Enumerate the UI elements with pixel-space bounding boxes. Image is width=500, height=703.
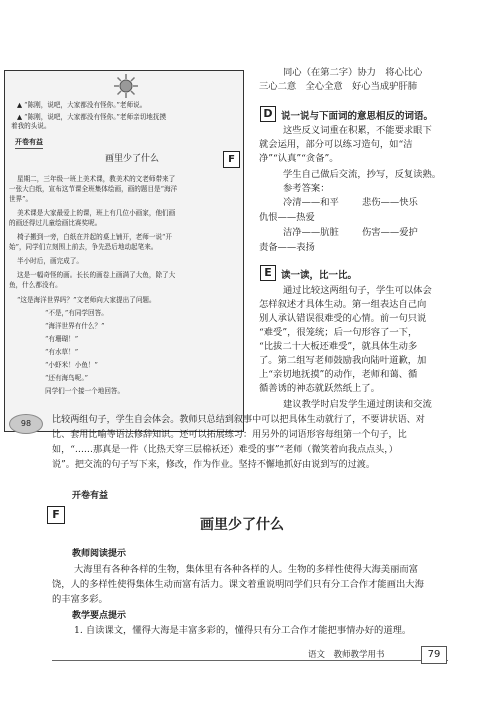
inset-para-line: 始”，同学们立刻围上前去，争先恐后地动起笔来。 <box>9 243 158 251</box>
inset-dialog-line: “海洋世界有什么？” <box>45 322 105 330</box>
section-e-text: 上“亲切地抚摸”的动作，老师和蔼、循 <box>259 369 418 380</box>
section-e-wide-text: 比较两组句子，学生自会体会。教师只总结到叙事中可以把具体生动就行了，不要讲状语、对 <box>52 415 425 425</box>
reading-tips-text: 大海里有各种各样的生物，集体里有各种各样的人。生物的多样性使得大海美丽而富 <box>74 564 418 575</box>
idiom-line-1: 同心（在第二字）协力 将心比心 <box>283 67 423 78</box>
inset-para-line: 美术课是大家最爱上的课，班上有几位小画家，他们画 <box>17 209 176 217</box>
teaching-points-heading: 教学要点提示 <box>72 611 127 621</box>
inset-page-number: 98 <box>9 414 43 434</box>
antonym-pair: 仇恨——热爱 <box>259 212 315 223</box>
section-f-flag: F <box>47 506 65 524</box>
reading-tips-text: 饶，人的多样性使得集体生动而富有活力。课文着重说明同学们只有分工合作才能画出大海 <box>52 579 424 590</box>
section-e-text: 通过比较这两组句子，学生可以体会 <box>283 285 432 296</box>
inset-para-line: 鱼，什么都没有。 <box>9 281 62 289</box>
inset-quote-2: ▲ “陈刚，说吧，大家都没有怪你。”老师亲切地抚摸 <box>17 113 167 121</box>
sun-icon <box>113 73 139 99</box>
inset-para-line: 星期二，三年级一班上美术课，教美术的文老师带来了 <box>17 175 176 183</box>
idiom-line-2: 三心二意 全心全意 好心当成驴肝肺 <box>259 81 418 92</box>
inset-dialog-line: “不是，”有同学回答。 <box>45 309 108 317</box>
section-e-flag: E <box>260 265 276 281</box>
inset-title: 画里少了什么 <box>105 154 160 164</box>
footer-rule <box>52 660 448 661</box>
section-e-text: 了。第二组写老师鼓励我向陆叶道歉，加 <box>259 355 427 366</box>
inset-quote-2-cont: 着我的头说。 <box>11 122 51 130</box>
section-e-heading: 读一读，比一比。 <box>281 270 358 281</box>
section-e-wide-text: 如，“……那真是一件（比热天穿三层棉袄还）难受的事”“老师（微笑着向我点点头，） <box>52 445 398 455</box>
inset-dialog-line: “小虾米！小鱼！” <box>45 361 98 369</box>
inset-quote-1: ▲ “陈刚，说吧，大家都没有怪你。”老师说。 <box>17 101 147 109</box>
inset-para-line: 半小时后，画完成了。 <box>17 257 83 265</box>
inset-para-line: 世界”。 <box>9 195 33 203</box>
section-d-text: 学生自己做后交流，抄写，反复读熟。 <box>283 169 442 180</box>
answer-label: 参考答案： <box>283 183 330 194</box>
inset-dialog-line: 同学们一个接一个地回答。 <box>45 387 125 395</box>
section-d-text: 就会运用，部分可以练习造句，如“洁 <box>259 139 413 150</box>
antonym-pair: 悲伤——快乐 <box>362 197 418 208</box>
reading-tips-text: 的丰富多彩。 <box>52 594 108 605</box>
antonym-pair: 伤害——爱护 <box>362 227 418 238</box>
inset-dialog-line: “有珊瑚！” <box>45 335 79 343</box>
antonym-pair: 洁净——肮脏 <box>283 227 339 238</box>
section-d-heading: 说一说与下面词的意思相反的词语。 <box>281 111 434 122</box>
antonym-pair: 冷清——和平 <box>283 197 339 208</box>
antonym-pair: 责备——表扬 <box>259 242 315 253</box>
inset-dialog-line: “有水草！” <box>45 348 79 356</box>
section-e-text: 怎样叙述才具体生动。第一组表达自己向 <box>259 299 427 310</box>
inset-kaijuan-label: 开卷有益 <box>15 137 43 149</box>
footer-book-label: 语文 教师教学用书 <box>308 650 385 660</box>
inset-dialog-line: “这是海洋世界吗？”文老师向大家提出了问题。 <box>17 296 156 304</box>
inset-para-line: 椅子搬到一旁，白纸在并起的桌上铺开，老师一说“开 <box>17 233 173 241</box>
section-d-text: 净”“认真”“贪备”。 <box>259 153 339 164</box>
section-e-text: “比拔二十大板还难受”，就具体生动多 <box>259 341 418 352</box>
section-d-text: 这些反义词重在积累，不能要求眼下 <box>283 125 432 136</box>
teaching-point-1: 1. 自读课文，懂得大海是丰富多彩的，懂得只有分工合作才能把事情办好的道理。 <box>74 625 412 636</box>
section-e-wide-text: 说”。把交流的句子写下来，修改，作为作业。坚持不懈地抓好由说到写的过渡。 <box>52 460 375 470</box>
inset-para-line: 的画还得过儿童绘画比赛奖呢。 <box>9 219 102 227</box>
kaijuan-heading: 开卷有益 <box>72 491 109 501</box>
inset-para-line: 一张大白纸，宣布这节课全班集体绘画，画的题目是“海洋 <box>9 185 178 193</box>
section-e-text: 别人承认错误很难受的心情。前一句只说 <box>259 313 427 324</box>
textbook-page-inset <box>4 70 244 432</box>
inset-para-line: 这是一幅奇怪的画。长长的画卷上画满了大鱼，除了大 <box>17 271 176 279</box>
reading-tips-heading: 教师阅读提示 <box>72 549 127 559</box>
section-e-text: 循善诱的神态就跃然纸上了。 <box>259 383 380 394</box>
section-e-wide-text: 比、套用比喻等语法修辞知识。还可以拓展练习：用另外的词语形容每组第一个句子，比 <box>52 430 407 440</box>
section-d-flag: D <box>260 106 276 122</box>
page-number: 79 <box>421 646 447 664</box>
inset-section-flag: F <box>223 151 240 168</box>
section-e-text: “难受”，很笼统；后一句形容了一下， <box>259 327 418 338</box>
lesson-title: 画里少了什么 <box>200 517 284 533</box>
inset-dialog-line: “还有海鸟呢。” <box>45 374 89 382</box>
section-e-wide-text: 建议教学时启发学生通过朗读和交流 <box>283 399 432 410</box>
